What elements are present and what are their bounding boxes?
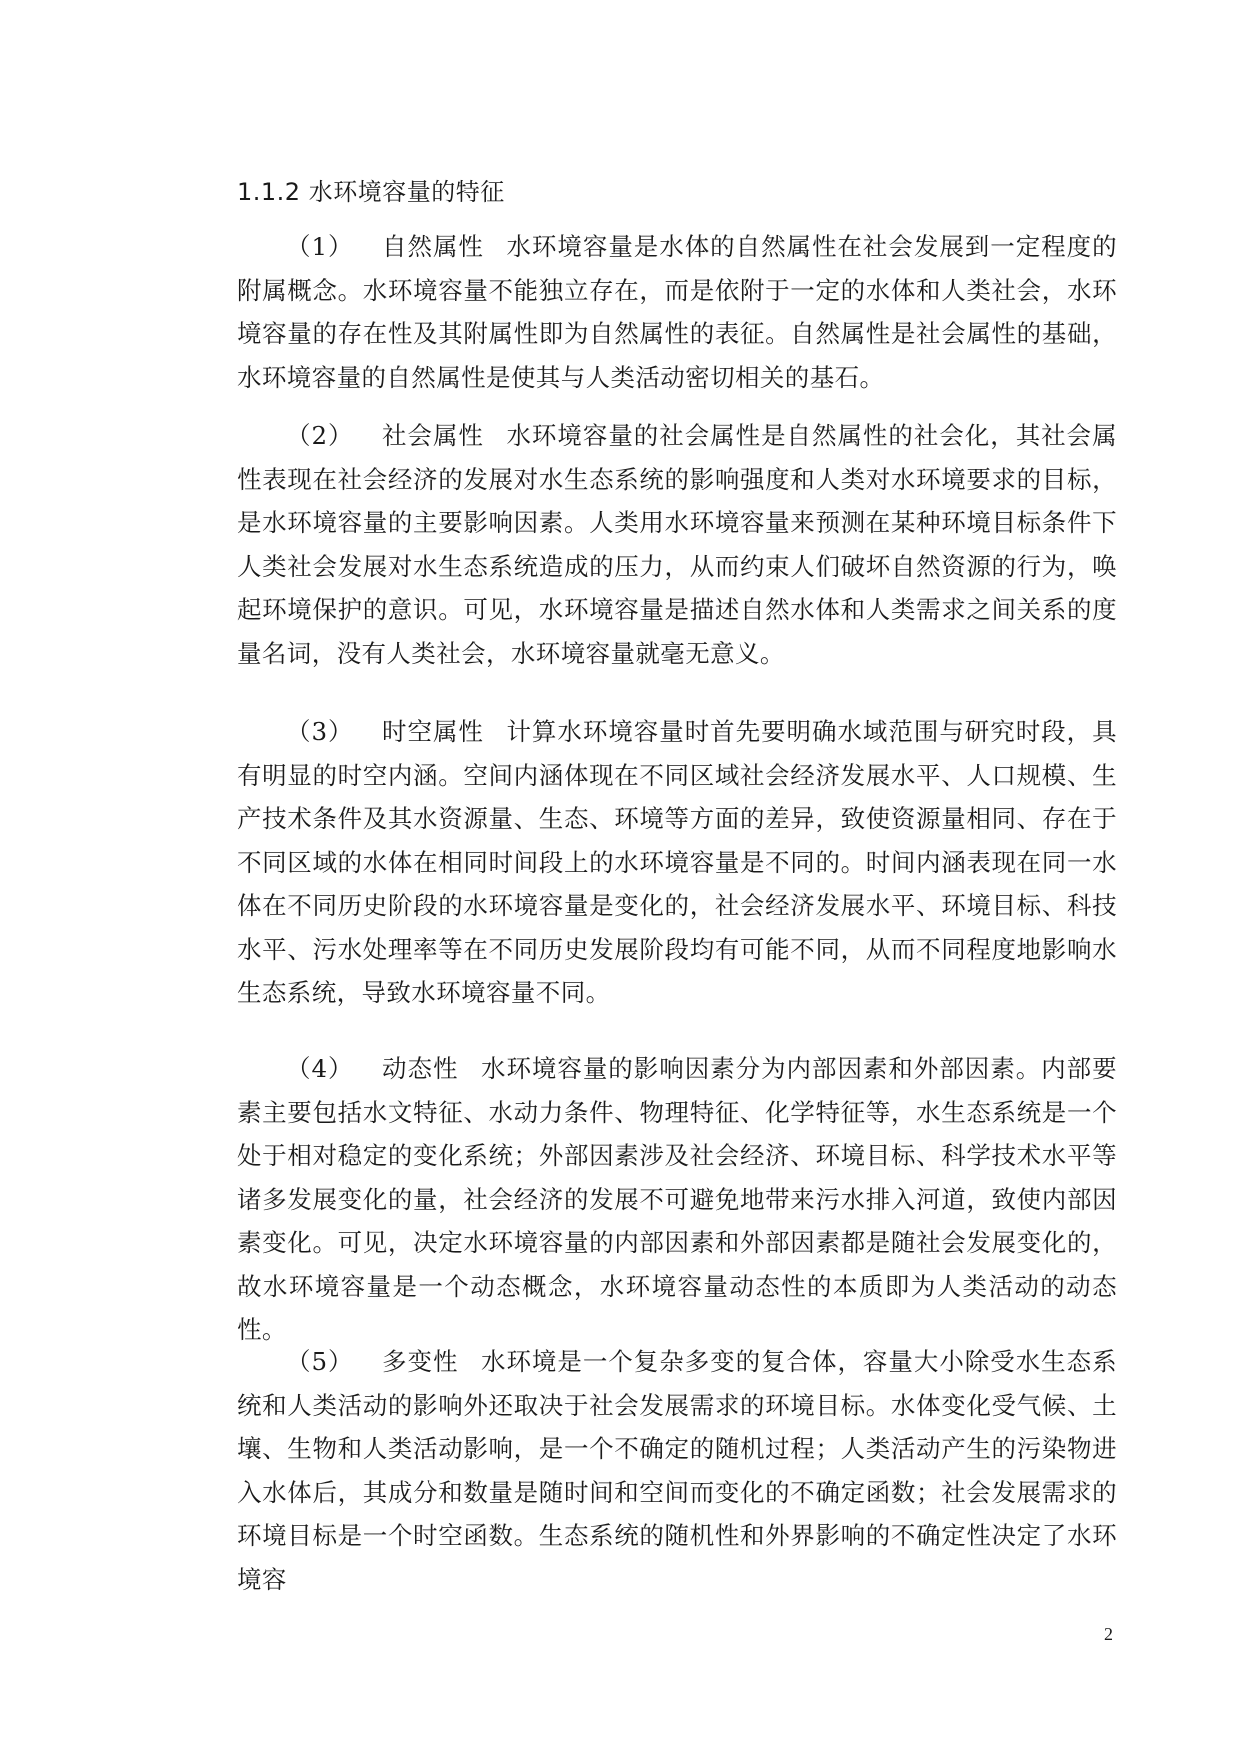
paragraph-label: 动态性: [381, 1054, 459, 1083]
paragraph-variability: [237, 1340, 1117, 1601]
paragraph-natural-attribute: [237, 225, 1117, 399]
page-number: 2: [1104, 1624, 1113, 1644]
paragraph-label: 多变性: [381, 1347, 459, 1376]
paragraph-dynamic: [237, 1047, 1117, 1352]
paragraph-text: 计算水环境容量时首先要明确水域范围与研究时段，具有明显的时空内涵。空间内涵体现在不同区域社会经济发展水平、人口规模、生产技术条件及其水资源量、生态、环境等方面的差异，致使资源量相同、存在于不同区域的水体在相同时间段上的水环境容量是不同的。时间内涵表现在同一水体在不同历史阶段的水环境容量是变化的，社会经济发展水平、环境目标、科技水平、污水处理率等在不同历史发展阶段均有可能不同，从而不同程度地影响水生态系统，导致水环境容量不同。: [237, 717, 1117, 1007]
paragraph-number: （1）: [286, 232, 354, 261]
paragraph-label: 自然属性: [381, 232, 484, 261]
section-heading: 1.1.2 水环境容量的特征: [237, 178, 505, 206]
paragraph-label: 时空属性: [381, 717, 484, 746]
paragraph-text: 水环境容量是水体的自然属性在社会发展到一定程度的附属概念。水环境容量不能独立存在，而是依附于一定的水体和人类社会，水环境容量的存在性及其附属性即为自然属性的表征。自然属性是社会属性的基础，水环境容量的自然属性是使其与人类活动密切相关的基石。: [237, 232, 1117, 392]
paragraph-number: （2）: [286, 421, 354, 450]
paragraph-text: 水环境是一个复杂多变的复合体，容量大小除受水生态系统和人类活动的影响外还取决于社会发展需求的环境目标。水体变化受气候、土壤、生物和人类活动影响，是一个不确定的随机过程；人类活动产生的污染物进入水体后，其成分和数量是随时间和空间而变化的不确定函数；社会发展需求的环境目标是一个时空函数。生态系统的随机性和外界影响的不确定性决定了水环境容: [237, 1347, 1117, 1594]
paragraph-text: 水环境容量的社会属性是自然属性的社会化，其社会属性表现在社会经济的发展对水生态系统的影响强度和人类对水环境要求的目标，是水环境容量的主要影响因素。人类用水环境容量来预测在某种环境目标条件下人类社会发展对水生态系统造成的压力，从而约束人们破坏自然资源的行为，唤起环境保护的意识。可见，水环境容量是描述自然水体和人类需求之间关系的度量名词，没有人类社会，水环境容量就毫无意义。: [237, 421, 1117, 668]
paragraph-label: 社会属性: [381, 421, 484, 450]
paragraph-text: 水环境容量的影响因素分为内部因素和外部因素。内部要素主要包括水文特征、水动力条件、物理特征、化学特征等，水生态系统是一个处于相对稳定的变化系统；外部因素涉及社会经济、环境目标、科学技术水平等诸多发展变化的量，社会经济的发展不可避免地带来污水排入河道，致使内部因素变化。可见，决定水环境容量的内部因素和外部因素都是随社会发展变化的，故水环境容量是一个动态概念，水环境容量动态性的本质即为人类活动的动态性。: [237, 1054, 1117, 1344]
paragraph-spatiotemporal-attribute: [237, 710, 1117, 1015]
paragraph-social-attribute: [237, 414, 1117, 675]
paragraph-number: （5）: [286, 1347, 354, 1376]
paragraph-number: （4）: [286, 1054, 354, 1083]
paragraph-number: （3）: [286, 717, 354, 746]
